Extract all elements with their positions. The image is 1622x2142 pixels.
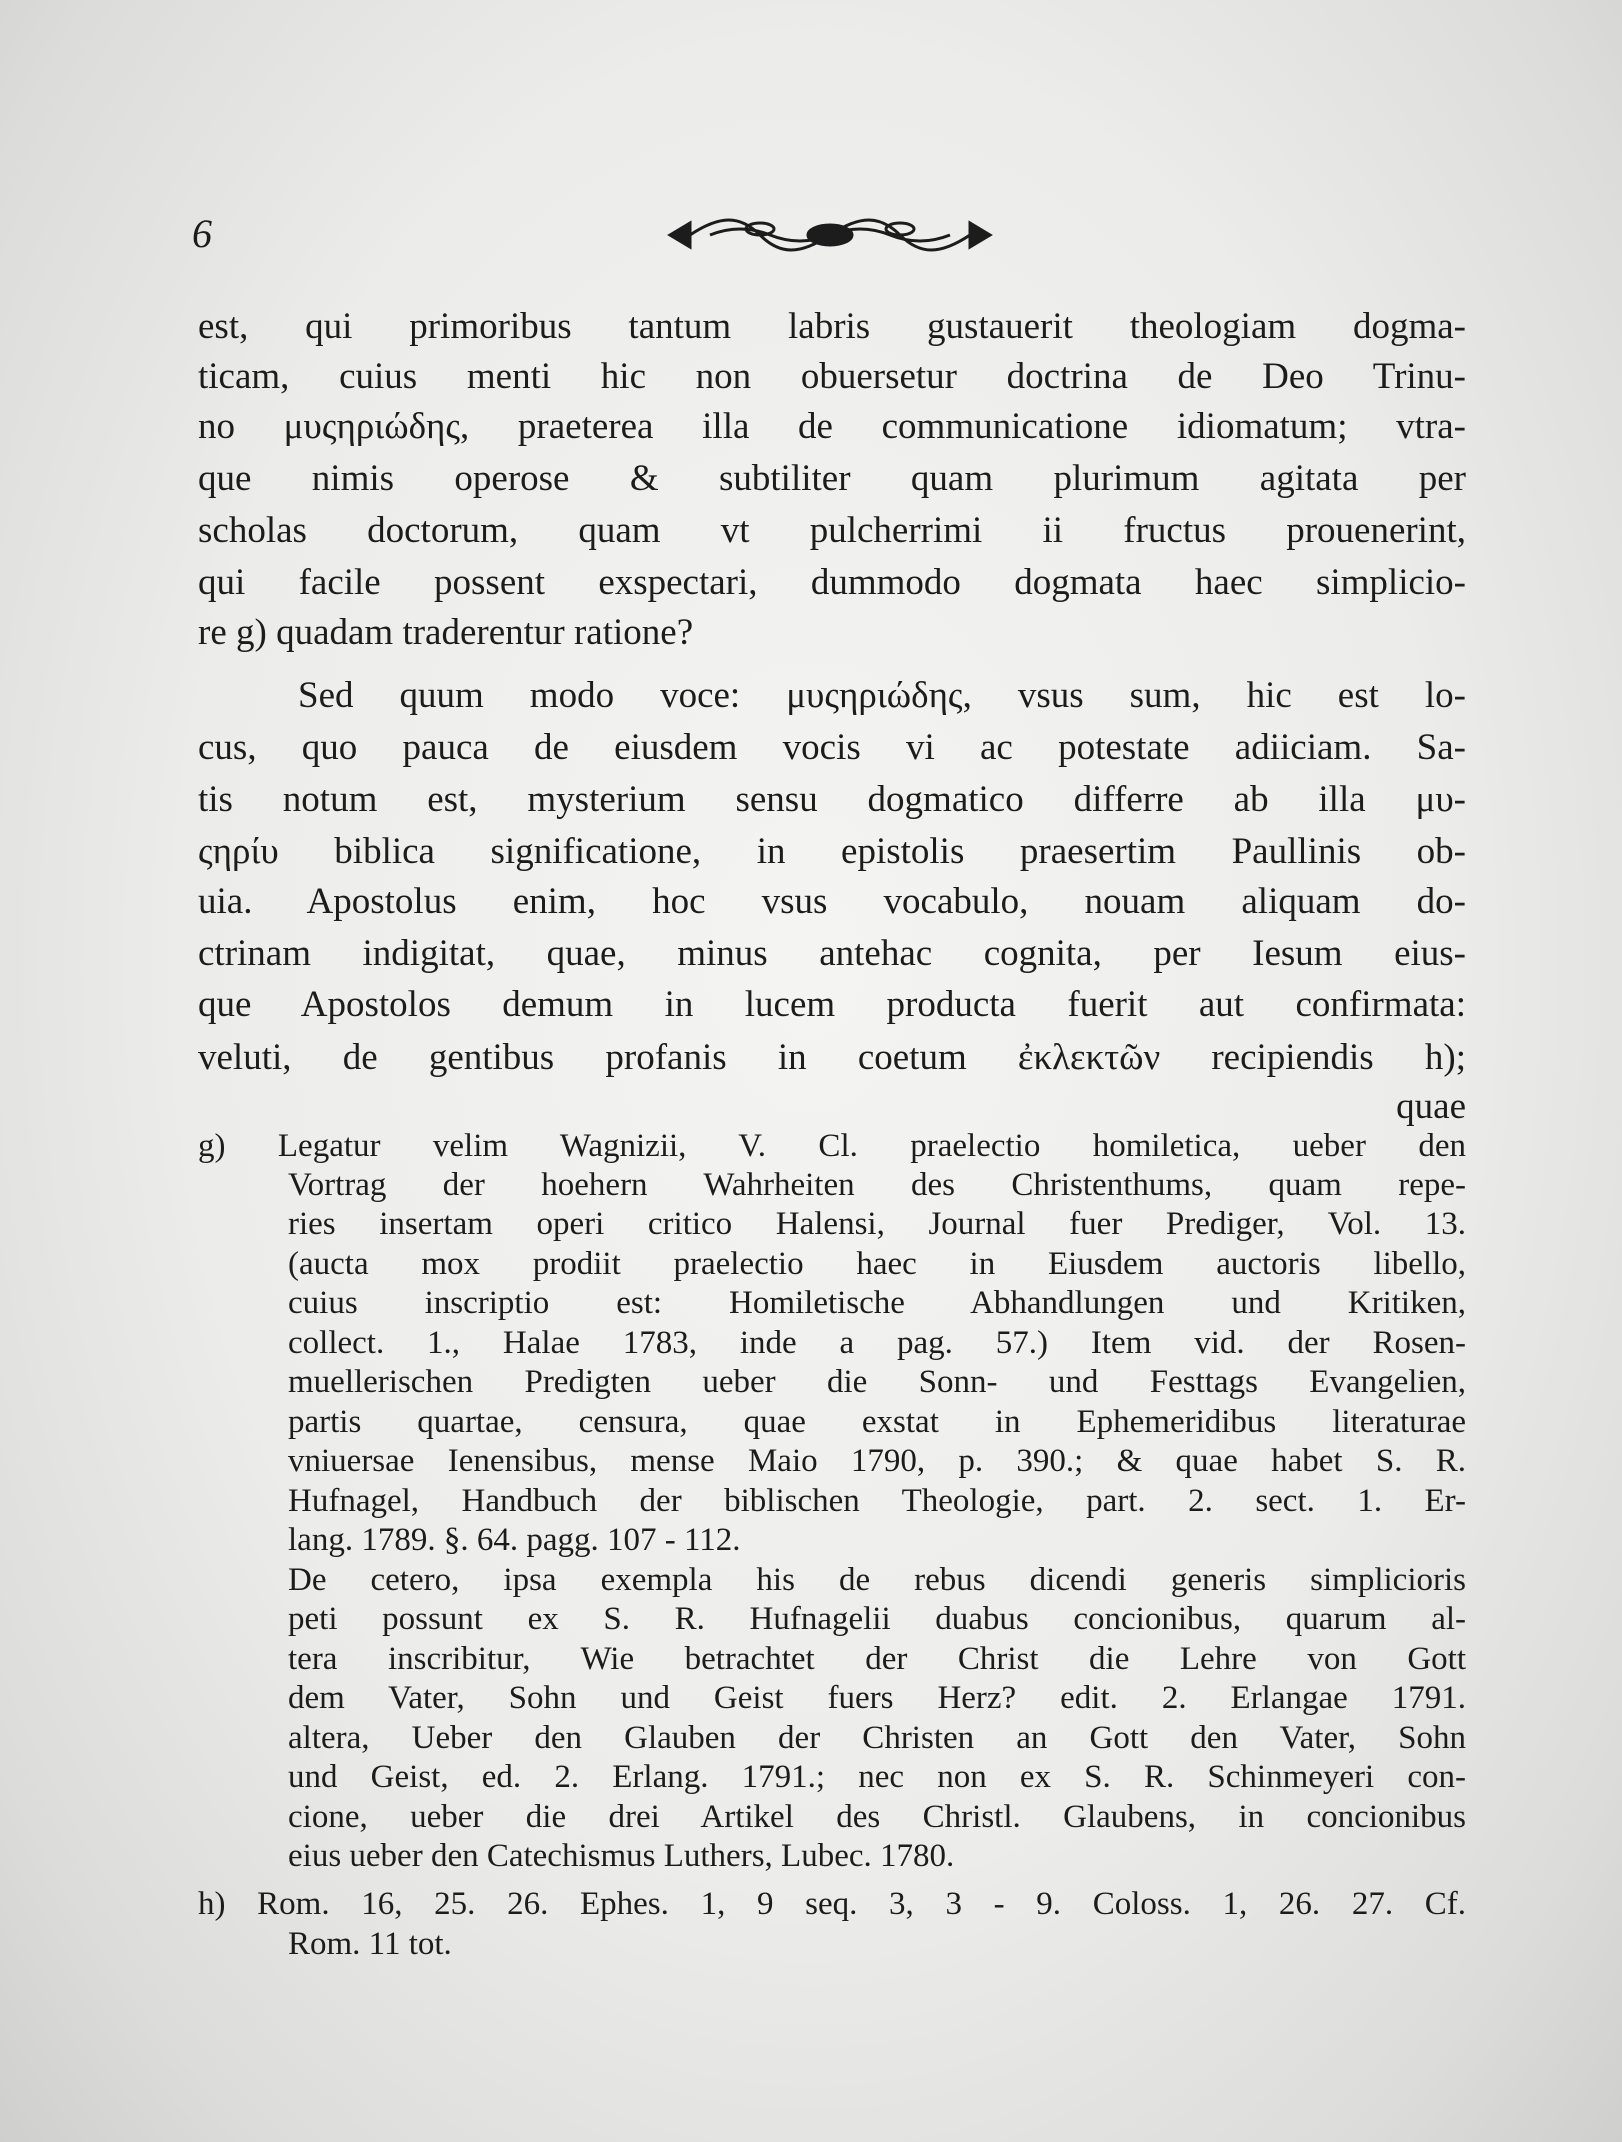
body-line: que nimis operose & subtiliter quam plurimum agitata per [198,458,1466,499]
body-line: ctrinam indigitat, quae, minus antehac cognita, per Iesum eius- [198,933,1466,974]
page-number: 6 [192,211,212,256]
footnote-line: Vortrag der hoehern Wahrheiten des Christenthums, quam repe- [288,1167,1466,1203]
body-line: qui facile possent exspectari, dummodo dogmata haec simplicio- [198,562,1466,603]
body-line: scholas doctorum, quam vt pulcherrimi ii fructus prouenerint, [198,510,1466,551]
body-line: ticam, cuius menti hic non obuersetur doctrina de Deo Trinu- [198,356,1466,397]
footnote-line: tera inscribitur, Wie betrachtet der Christ die Lehre von Gott [288,1641,1466,1677]
footnote-line: altera, Ueber den Glauben der Christen an Gott den Vater, Sohn [288,1720,1466,1756]
footnote-line: und Geist, ed. 2. Erlang. 1791.; nec non ex S. R. Schinmeyeri con- [288,1759,1466,1795]
body-line: est, qui primoribus tantum labris gustauerit theologiam dogma- [198,306,1466,347]
footnote-line: ries insertam operi critico Halensi, Journal fuer Prediger, Vol. 13. [288,1206,1466,1242]
footnote-line: De cetero, ipsa exempla his de rebus dicendi generis simplicioris [288,1562,1466,1598]
footnote-line: (aucta mox prodiit praelectio haec in Eiusdem auctoris libello, [288,1246,1466,1282]
body-line: cus, quo pauca de eiusdem vocis vi ac potestate adiiciam. Sa- [198,727,1466,768]
footnote-line: eius ueber den Catechismus Luthers, Lubec. 1780. [288,1838,955,1874]
footnote-line: muellerischen Predigten ueber die Sonn- und Festtags Evangelien, [288,1364,1466,1400]
footnote-line: cuius inscriptio est: Homiletische Abhandlungen und Kritiken, [288,1285,1466,1321]
body-line: no μυςηριώδης, praeterea illa de communicatione idiomatum; vtra- [198,406,1466,447]
body-line: tis notum est, mysterium sensu dogmatico differre ab illa μυ- [198,779,1466,820]
footnote-line: g) Legatur velim Wagnizii, V. Cl. praelectio homiletica, ueber den [198,1128,1466,1164]
body-line: que Apostolos demum in lucem producta fuerit aut confirmata: [198,984,1466,1025]
catchword: quae [1396,1086,1466,1127]
body-line: Sed quum modo voce: μυςηριώδης, vsus sum, hic est lo- [298,675,1466,716]
footnote-line: Rom. 11 tot. [288,1926,452,1962]
footnote-line: vniuersae Ienensibus, mense Maio 1790, p. 390.; & quae habet S. R. [288,1443,1466,1479]
body-line: ςηρίυ biblica significatione, in epistolis praesertim Paullinis ob- [198,831,1466,872]
footnote-line: peti possunt ex S. R. Hufnagelii duabus concionibus, quarum al- [288,1601,1466,1637]
footnote-line: collect. 1., Halae 1783, inde a pag. 57.) Item vid. der Rosen- [288,1325,1466,1361]
footnote-line: cione, ueber die drei Artikel des Christl. Glaubens, in concionibus [288,1799,1466,1835]
body-line: uia. Apostolus enim, hoc vsus vocabulo, nouam aliquam do- [198,881,1466,922]
footnote-line: partis quartae, censura, quae exstat in Ephemeridibus literaturae [288,1404,1466,1440]
decorative-ornament-icon [650,205,1010,265]
footnote-line: Hufnagel, Handbuch der biblischen Theologie, part. 2. sect. 1. Er- [288,1483,1466,1519]
footnote-line: lang. 1789. §. 64. pagg. 107 - 112. [288,1522,741,1558]
footnote-line: dem Vater, Sohn und Geist fuers Herz? edit. 2. Erlangae 1791. [288,1680,1466,1716]
footnote-line: h) Rom. 16, 25. 26. Ephes. 1, 9 seq. 3, 3 - 9. Coloss. 1, 26. 27. Cf. [198,1886,1466,1922]
body-line: veluti, de gentibus profanis in coetum ἐκλεκτῶν recipiendis h); [198,1037,1466,1078]
body-line: re g) quadam traderentur ratione? [198,612,694,653]
